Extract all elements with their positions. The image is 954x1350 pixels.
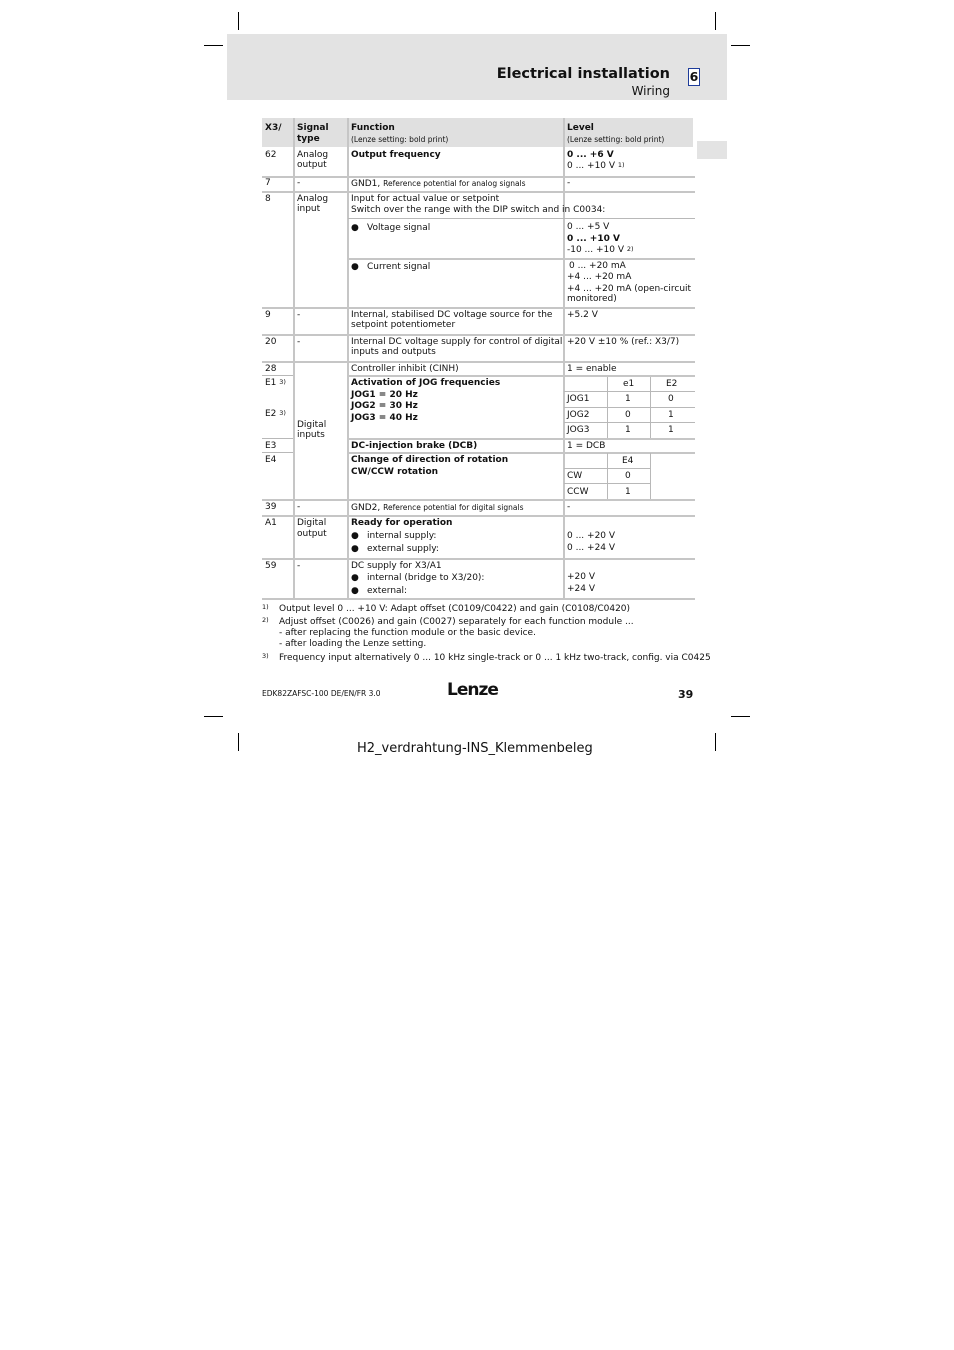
function-59-c: ● external: [351, 586, 408, 596]
level-a1-a: 0 ... +20 V [567, 531, 616, 541]
digital-inputs-b: inputs [297, 430, 325, 440]
x3-59: 59 [265, 561, 277, 571]
footnote-mark: 3) [262, 652, 269, 660]
v-level-a: 0 ... +5 V [567, 222, 610, 232]
header-x3: X3/ [265, 123, 282, 133]
function-59-b: ● internal (bridge to X3/20): [351, 573, 485, 583]
level-62-a: 0 ... +6 V [567, 150, 614, 160]
function-7: GND1, Reference potential for analog signals [351, 179, 526, 189]
function-28: Controller inhibit (CINH) [351, 364, 459, 374]
header-level: Level [567, 123, 594, 133]
footnote-2c: - after loading the Lenze setting. [279, 639, 427, 649]
jog-row-name: JOG1 [567, 394, 590, 404]
jog-function-c: JOG2 = 30 Hz [351, 401, 418, 411]
e4-row-value: 0 [625, 471, 631, 481]
row-divider [348, 452, 695, 454]
current-signal: ● Current signal [351, 262, 431, 272]
row-divider [262, 515, 695, 517]
footnote-mark: 1) [262, 603, 269, 611]
digital-inputs-a: Digital [297, 420, 327, 430]
crop-mark [715, 733, 716, 751]
jog-row-e2: 1 [668, 425, 674, 435]
jog-row-name: JOG2 [567, 410, 590, 420]
level-62-b: 0 ... +10 V $^{1)}$ [567, 161, 625, 171]
signal-8-b: input [297, 204, 321, 214]
row-divider [262, 375, 293, 376]
jog-grid-line [564, 391, 695, 392]
jog-function-a: Activation of JOG frequencies [351, 378, 501, 388]
level-a1-b: 0 ... +24 V [567, 543, 616, 553]
crop-mark [204, 45, 223, 46]
header-signal-type: Signal type [297, 123, 329, 144]
jog-grid-line [564, 422, 695, 423]
crop-mark [731, 45, 750, 46]
function-8-a: Input for actual value or setpoint [351, 194, 500, 204]
crop-mark [238, 733, 239, 751]
e4-grid-line [607, 453, 608, 499]
level-e3: 1 = DCB [567, 441, 606, 451]
e4-row-value: 1 [625, 487, 631, 497]
x3-8: 8 [265, 194, 271, 204]
e4-grid-line [650, 453, 651, 499]
jog-grid-line [564, 407, 695, 408]
jog-row-e1: 0 [625, 410, 631, 420]
page-number: 39 [678, 688, 694, 701]
signal-8-a: Analog [297, 194, 329, 204]
header-function: Function [351, 123, 395, 133]
function-20-a: Internal DC voltage supply for control of digital [351, 337, 563, 347]
row-divider [348, 375, 695, 377]
level-7: - [567, 178, 571, 188]
signal-9: - [297, 310, 301, 320]
footnote-2b: - after replacing the function module or the basic device. [279, 628, 536, 638]
voltage-signal: ● Voltage signal [351, 223, 431, 233]
function-20-b: inputs and outputs [351, 347, 436, 357]
signal-20: - [297, 337, 301, 347]
function-9-b: setpoint potentiometer [351, 320, 456, 330]
footnote-1: Output level 0 ... +10 V: Adapt offset (C0109/C0422) and gain (C0108/C0420) [279, 604, 631, 614]
function-59-a: DC supply for X3/A1 [351, 561, 442, 571]
x3-7: 7 [265, 178, 271, 188]
footnote-2a: Adjust offset (C0026) and gain (C0027) separately for each function module ... [279, 617, 634, 627]
signal-62-b: output [297, 160, 327, 170]
chapter-number: 6 [689, 69, 699, 84]
footnote-mark: 2) [262, 616, 269, 624]
level-59-a: +20 V [567, 572, 596, 582]
signal-62-a: Analog [297, 150, 329, 160]
x3-39: 39 [265, 502, 277, 512]
row-divider [348, 218, 695, 219]
page-subtitle: Wiring [631, 84, 670, 98]
function-a1-a: Ready for operation [351, 518, 453, 528]
x3-e2: E2 $^{3)}$ [265, 409, 286, 419]
jog-row-e2: 0 [668, 394, 674, 404]
x3-28: 28 [265, 364, 277, 374]
header-level-note: (Lenze setting: bold print) [567, 135, 665, 144]
function-62: Output frequency [351, 150, 441, 160]
level-59-b: +24 V [567, 584, 596, 594]
signal-a1-a: Digital [297, 518, 327, 528]
row-divider [262, 499, 695, 501]
e4-row-name: CW [567, 471, 583, 481]
crop-mark [204, 716, 223, 717]
thumb-tab [697, 141, 727, 159]
document-number: EDK82ZAFSC-100 DE/EN/FR 3.0 [262, 689, 381, 698]
row-divider [262, 307, 695, 309]
x3-9: 9 [265, 310, 271, 320]
c-level-c: +4 ... +20 mA (open-circuit [567, 284, 692, 294]
lenze-logo: Lenze [447, 680, 498, 700]
x3-e1: E1 $^{3)}$ [265, 378, 286, 388]
row-divider [262, 452, 293, 453]
crop-mark [731, 716, 750, 717]
c-level-a: 0 ... +20 mA [569, 261, 626, 271]
level-28: 1 = enable [567, 364, 617, 374]
jog-col-e1: e1 [623, 379, 635, 389]
function-e3: DC-injection brake (DCB) [351, 441, 478, 451]
function-9-a: Internal, stabilised DC voltage source for the [351, 310, 553, 320]
crop-mark [238, 12, 239, 30]
header-function-note: (Lenze setting: bold print) [351, 135, 449, 144]
footnote-3: Frequency input alternatively 0 ... 10 kHz single-track or 0 ... 1 kHz two-track, config. via C0425 [279, 653, 711, 663]
function-e4-b: CW/CCW rotation [351, 467, 439, 477]
e4-col: E4 [622, 456, 634, 466]
function-8-b: Switch over the range with the DIP switch and in C0034: [351, 205, 606, 215]
v-level-b: 0 ... +10 V [567, 234, 620, 244]
c-level-d: monitored) [567, 294, 617, 304]
c-level-b: +4 ... +20 mA [567, 272, 632, 282]
page-title: Electrical installation [496, 66, 670, 82]
signal-39: - [297, 502, 301, 512]
e4-row-name: CCW [567, 487, 589, 497]
jog-row-e1: 1 [625, 394, 631, 404]
file-label: H2_verdrahtung-INS_Klemmenbeleg [357, 741, 593, 756]
jog-function-d: JOG3 = 40 Hz [351, 413, 418, 423]
row-divider [262, 191, 695, 193]
x3-62: 62 [265, 150, 277, 160]
e4-grid-line [564, 483, 651, 484]
x3-e3: E3 [265, 441, 277, 451]
row-divider [262, 438, 293, 439]
function-a1-c: ● external supply: [351, 544, 439, 554]
row-divider [348, 438, 695, 440]
row-divider [348, 258, 695, 260]
x3-e4: E4 [265, 455, 277, 465]
jog-col-e2: E2 [666, 379, 678, 389]
signal-7: - [297, 178, 301, 188]
function-39: GND2, Reference potential for digital signals [351, 503, 524, 513]
row-divider [262, 361, 695, 363]
signal-a1-b: output [297, 529, 327, 539]
e4-grid-line [564, 468, 651, 469]
jog-row-name: JOG3 [567, 425, 590, 435]
jog-row-e1: 1 [625, 425, 631, 435]
row-divider [262, 598, 695, 600]
level-9: +5.2 V [567, 310, 598, 320]
signal-59: - [297, 561, 301, 571]
crop-mark [715, 12, 716, 30]
x3-a1: A1 [265, 518, 277, 528]
jog-row-e2: 1 [668, 410, 674, 420]
function-a1-b: ● internal supply: [351, 531, 437, 541]
v-level-c: -10 ... +10 V $^{2)}$ [567, 245, 634, 255]
x3-20: 20 [265, 337, 277, 347]
row-divider [262, 558, 695, 560]
row-divider [262, 334, 695, 336]
jog-function-b: JOG1 = 20 Hz [351, 390, 418, 400]
function-e4-a: Change of direction of rotation [351, 455, 509, 465]
level-20: +20 V ±10 % (ref.: X3/7) [567, 337, 680, 347]
level-39: - [567, 502, 571, 512]
